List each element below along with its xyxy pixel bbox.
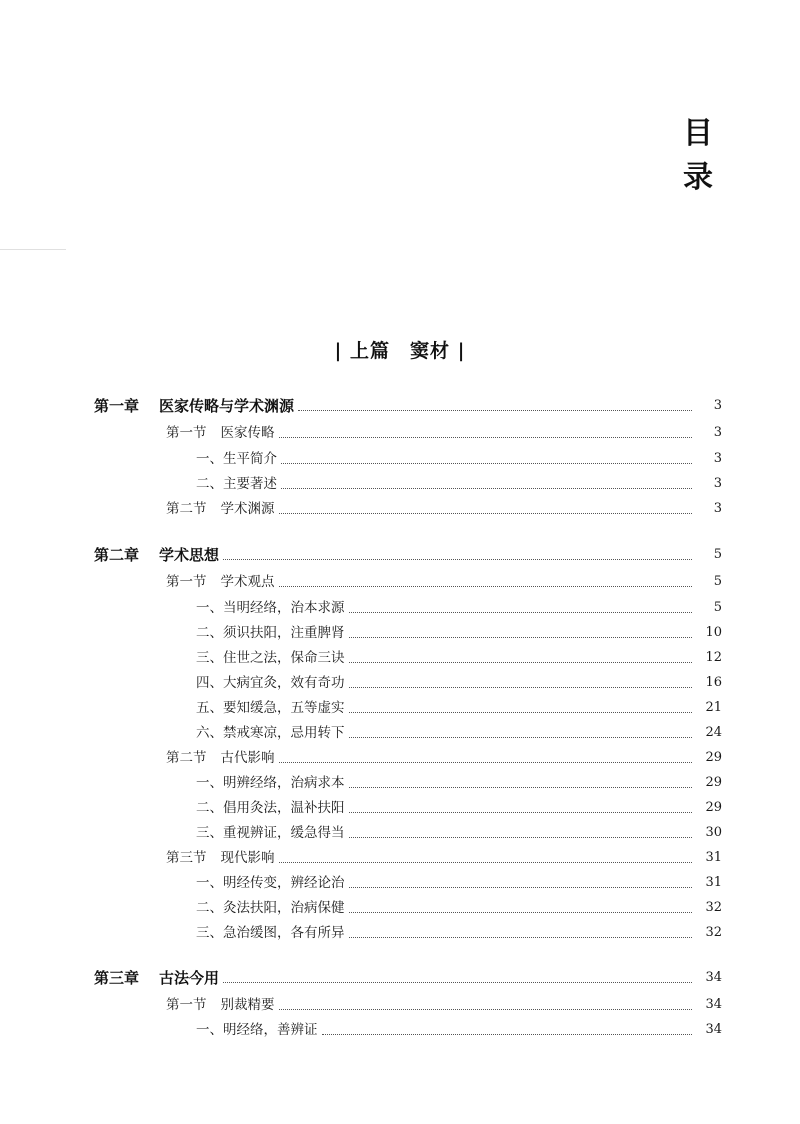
- toc-entry-title: 二、主要著述: [196, 476, 277, 492]
- toc-entry-section: [0, 568, 800, 592]
- dot-leader: [349, 811, 693, 813]
- toc-entry-number: 第一节: [166, 997, 207, 1013]
- toc-entry-page: 21: [705, 700, 722, 715]
- toc-entry-item: [0, 894, 800, 918]
- toc-entry-item: [0, 1016, 800, 1040]
- toc-entry-title: 三、住世之法，保命三诀: [196, 650, 345, 666]
- toc-entry-section: [0, 744, 800, 768]
- dot-leader: [349, 836, 693, 838]
- toc-entry-page: 5: [713, 600, 722, 615]
- toc-entry-item: [0, 470, 800, 494]
- toc-entry-label: [166, 423, 275, 443]
- toc-entry-label: [166, 848, 275, 868]
- toc-entry-label: [196, 698, 345, 718]
- toc-entry-label: [196, 723, 345, 743]
- toc-entry-number: 第一章: [94, 397, 140, 415]
- toc-entry-page: 3: [713, 425, 722, 440]
- part-title: | 上篇 窦材 |: [334, 340, 466, 362]
- toc-entry-title: 二、倡用灸法，温补扶阳: [196, 800, 345, 816]
- toc-entry-label: [196, 823, 345, 843]
- toc-entry-page: 29: [705, 775, 722, 790]
- dot-leader: [349, 886, 693, 888]
- toc-entry-label: [196, 773, 345, 793]
- dot-leader: [279, 861, 693, 863]
- toc-entry-page: 29: [705, 800, 722, 815]
- toc-entry-number: 第二节: [166, 501, 207, 517]
- toc-entry-label: [196, 623, 345, 643]
- toc-entry-title: 一、明辨经络，治病求本: [196, 775, 345, 791]
- dot-leader: [349, 911, 693, 913]
- toc-entry-title: 学术思想: [159, 546, 220, 564]
- toc-entry-page: 3: [713, 476, 722, 491]
- dot-leader: [279, 436, 693, 438]
- toc-entry-label: [94, 396, 294, 416]
- toc-entry-title: 五、要知缓急，五等虚实: [196, 700, 345, 716]
- toc-entry-label: [166, 499, 275, 519]
- toc-entry-number: 第一节: [166, 574, 207, 590]
- toc-entry-page: 34: [705, 997, 722, 1012]
- toc-entry-page: 34: [705, 1022, 722, 1037]
- toc-entry-page: 32: [705, 925, 722, 940]
- toc-entry-label: [196, 449, 277, 469]
- dot-leader: [281, 462, 692, 464]
- toc-entry-item: [0, 819, 800, 843]
- toc-entry-page: 30: [705, 825, 722, 840]
- toc-entry-number: 第一节: [166, 425, 207, 441]
- dot-leader: [223, 558, 692, 560]
- toc-entry-page: 31: [705, 850, 722, 865]
- toc-entry-label: [196, 598, 345, 618]
- toc-entry-section: [0, 844, 800, 868]
- toc-entry-item: [0, 445, 800, 469]
- dot-leader: [281, 487, 692, 489]
- toc-entry-title: 一、明经络，善辨证: [196, 1022, 318, 1038]
- toc-entry-page: 32: [705, 900, 722, 915]
- toc-entry-item: [0, 644, 800, 668]
- dot-leader: [322, 1033, 693, 1035]
- toc-entry-page: 5: [713, 547, 722, 562]
- toc-entry-title: 古法今用: [159, 969, 220, 987]
- toc-entry-number: 第二节: [166, 750, 207, 766]
- toc-entry-title: 别裁精要: [220, 997, 275, 1013]
- toc-entry-number: 第二章: [94, 546, 140, 564]
- dot-leader: [349, 736, 693, 738]
- toc-entry-title: 三、重视辨证，缓急得当: [196, 825, 345, 841]
- toc-heading: [678, 112, 718, 200]
- toc-entry-label: [196, 648, 345, 668]
- toc-entry-page: 3: [713, 501, 722, 516]
- toc-entry-item: [0, 719, 800, 743]
- toc-entry-number: 第三节: [166, 850, 207, 866]
- dot-leader: [279, 761, 693, 763]
- dot-leader: [349, 611, 693, 613]
- toc-entry-title: 二、灸法扶阳，治病保健: [196, 900, 345, 916]
- toc-entry-title: 医家传略与学术渊源: [159, 397, 295, 415]
- toc-entry-label: [196, 1020, 318, 1040]
- dot-leader: [223, 981, 692, 983]
- toc-heading-char-2: 录: [683, 160, 713, 195]
- toc-entry-title: 一、当明经络，治本求源: [196, 600, 345, 616]
- toc-entry-title: 医家传略: [220, 425, 275, 441]
- toc-entry-item: [0, 694, 800, 718]
- toc-entry-label: [196, 923, 345, 943]
- dot-leader: [349, 711, 693, 713]
- toc-entry-page: 12: [705, 650, 722, 665]
- toc-entry-page: 3: [713, 451, 722, 466]
- toc-entry-title: 学术观点: [220, 574, 275, 590]
- toc-entry-section: [0, 991, 800, 1015]
- toc-entry-title: 学术渊源: [220, 501, 275, 517]
- toc-heading-char-1: 目: [683, 116, 713, 151]
- toc-entry-item: [0, 869, 800, 893]
- dot-leader: [349, 661, 693, 663]
- toc-entry-title: 四、大病宜灸，效有奇功: [196, 675, 345, 691]
- toc-entry-item: [0, 619, 800, 643]
- dot-leader: [349, 636, 693, 638]
- toc-entry-page: 24: [705, 725, 722, 740]
- toc-entry-label: [166, 572, 275, 592]
- toc-entry-title: 六、禁戒寒凉，忌用转下: [196, 725, 345, 741]
- toc-entry-section: [0, 495, 800, 519]
- toc-entry-item: [0, 594, 800, 618]
- toc-entry-page: 29: [705, 750, 722, 765]
- dot-leader: [349, 686, 693, 688]
- toc-entry-item: [0, 919, 800, 943]
- dot-leader: [298, 409, 692, 411]
- toc-entry-title: 现代影响: [220, 850, 275, 866]
- toc-entry-chapter: [0, 964, 800, 988]
- decorative-rule: [0, 249, 66, 250]
- dot-leader: [279, 1008, 693, 1010]
- toc-entry-item: [0, 794, 800, 818]
- toc-entry-label: [196, 798, 345, 818]
- toc-entry-label: [94, 968, 219, 988]
- toc-entry-label: [196, 873, 345, 893]
- toc-entry-title: 三、急治缓图，各有所异: [196, 925, 345, 941]
- toc-entry-chapter: [0, 541, 800, 565]
- toc-entry-chapter: [0, 392, 800, 416]
- toc-entry-item: [0, 769, 800, 793]
- toc-entry-item: [0, 669, 800, 693]
- toc-entry-title: 一、生平简介: [196, 451, 277, 467]
- dot-leader: [349, 786, 693, 788]
- toc-entry-label: [94, 545, 219, 565]
- toc-entry-page: 5: [713, 574, 722, 589]
- toc-entry-page: 10: [705, 625, 722, 640]
- toc-entry-page: 31: [705, 875, 722, 890]
- toc-entry-label: [166, 748, 275, 768]
- toc-entry-label: [166, 995, 275, 1015]
- toc-entry-title: 一、明经传变，辨经论治: [196, 875, 345, 891]
- toc-entry-page: 3: [713, 398, 722, 413]
- dot-leader: [279, 512, 693, 514]
- toc-entry-label: [196, 673, 345, 693]
- toc-entry-number: 第三章: [94, 969, 140, 987]
- toc-entry-page: 34: [705, 970, 722, 985]
- dot-leader: [349, 936, 693, 938]
- dot-leader: [279, 585, 693, 587]
- toc-entry-title: 古代影响: [220, 750, 275, 766]
- toc-entry-section: [0, 419, 800, 443]
- toc-entry-label: [196, 898, 345, 918]
- toc-entry-label: [196, 474, 277, 494]
- toc-entry-title: 二、须识扶阳，注重脾肾: [196, 625, 345, 641]
- toc-entry-page: 16: [705, 675, 722, 690]
